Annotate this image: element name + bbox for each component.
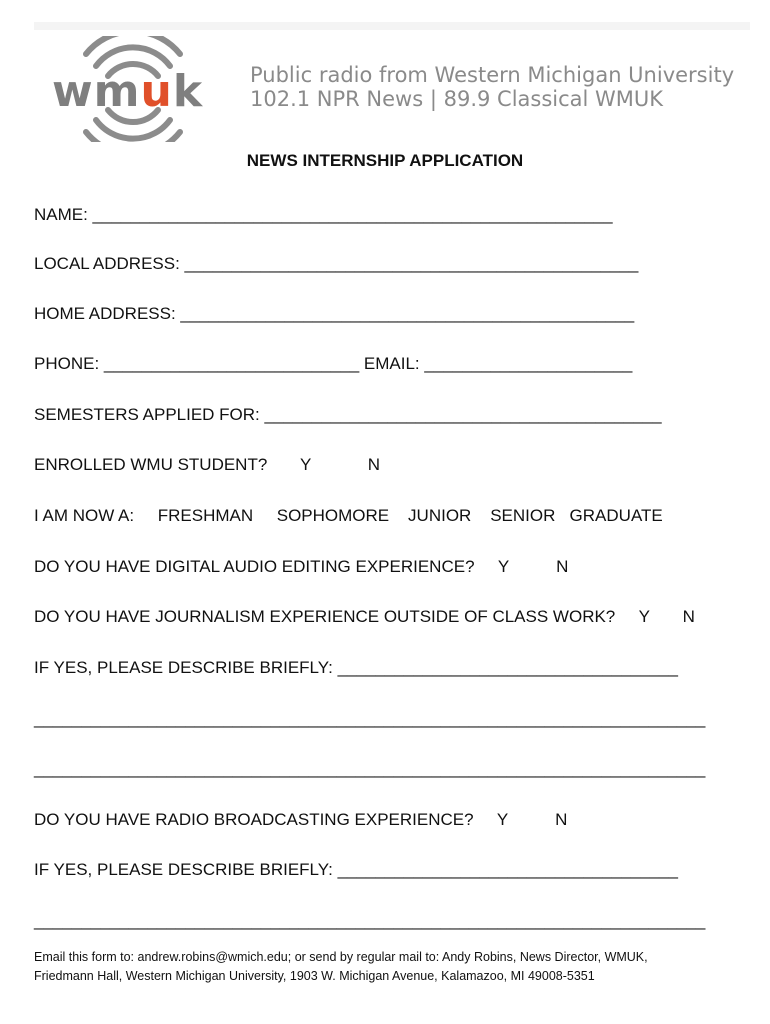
station-tagline (250, 63, 734, 111)
class-year-question[interactable]: I AM NOW A: FRESHMAN SOPHOMORE JUNIOR SENIOR GRADUATE (34, 506, 663, 525)
submission-instructions (34, 948, 694, 986)
blank-line[interactable]: _______________________________________________________________________ (34, 709, 706, 728)
semesters-field[interactable]: SEMESTERS APPLIED FOR: __________________________________________ (34, 405, 662, 424)
form-title: NEWS INTERNSHIP APPLICATION (246, 151, 524, 170)
logo-wordmark: wmuk (52, 66, 204, 117)
enrolled-question[interactable]: ENROLLED WMU STUDENT? Y N (34, 455, 381, 474)
phone-email-field[interactable]: PHONE: ___________________________ EMAIL: ______________________ (34, 354, 633, 373)
footer-line-1: Email this form to: andrew.robins@wmich.edu; or send by regular mail to: Andy Robins, News Director, WMUK, (34, 950, 648, 964)
tagline-line-2: 102.1 NPR News | 89.9 Classical WMUK (250, 87, 664, 111)
audio-editing-question[interactable]: DO YOU HAVE DIGITAL AUDIO EDITING EXPERIENCE? Y N (34, 557, 569, 576)
blank-line[interactable]: _______________________________________________________________________ (34, 759, 706, 778)
top-rule (34, 22, 750, 30)
name-field[interactable]: NAME: _______________________________________________________ (34, 205, 613, 224)
journalism-question[interactable]: DO YOU HAVE JOURNALISM EXPERIENCE OUTSIDE OF CLASS WORK? Y N (34, 607, 695, 626)
journalism-describe-field[interactable]: IF YES, PLEASE DESCRIBE BRIEFLY: ____________________________________ (34, 658, 678, 677)
blank-line[interactable]: _______________________________________________________________________ (34, 911, 706, 930)
radio-question[interactable]: DO YOU HAVE RADIO BROADCASTING EXPERIENCE? Y N (34, 810, 568, 829)
home-address-field[interactable]: HOME ADDRESS: ________________________________________________ (34, 304, 635, 323)
local-address-field[interactable]: LOCAL ADDRESS: ________________________________________________ (34, 254, 639, 273)
tagline-line-1: Public radio from Western Michigan University (250, 63, 735, 87)
radio-describe-field[interactable]: IF YES, PLEASE DESCRIBE BRIEFLY: ____________________________________ (34, 860, 678, 879)
footer-line-2: Friedmann Hall, Western Michigan University, 1903 W. Michigan Avenue, Kalamazoo, MI 49008-5351 (34, 969, 595, 983)
